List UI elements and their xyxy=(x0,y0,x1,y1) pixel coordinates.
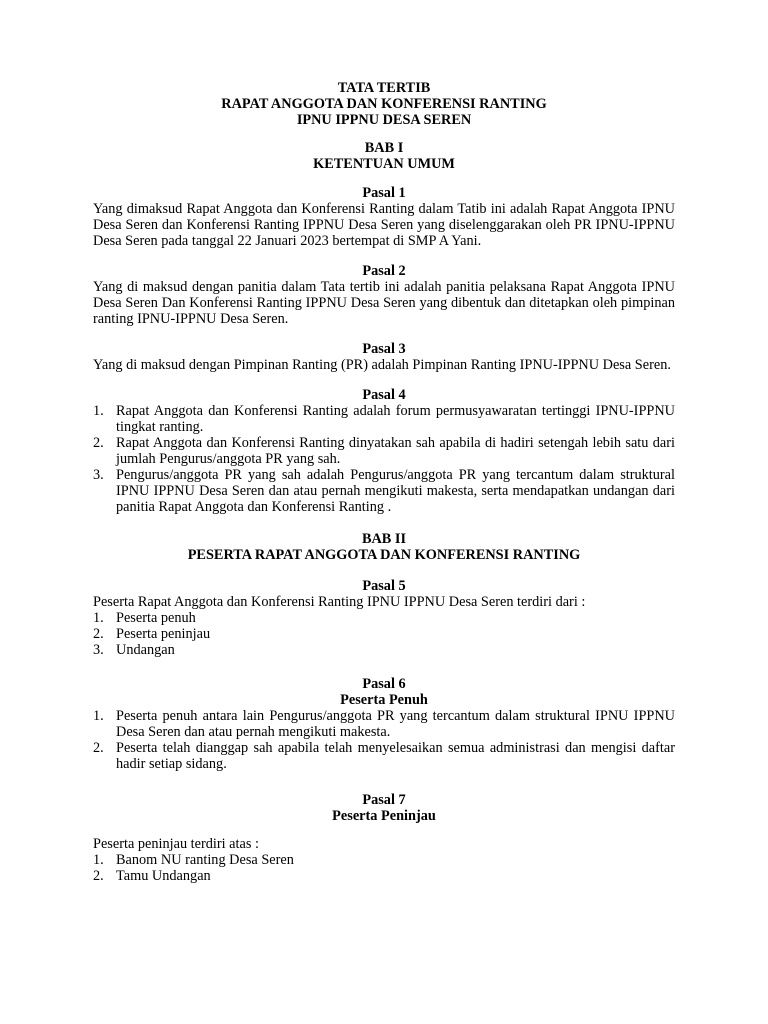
pasal4-heading: Pasal 4 xyxy=(362,387,406,403)
bab1-heading: BAB I xyxy=(364,140,404,156)
pasal2-text: Yang di maksud dengan panitia dalam Tata tertib ini adalah panitia pelaksana Rapat Anggota IPNU Desa Seren Dan Konferensi Ranting IPPNU Desa Seren yang dibentuk dan ditetapkan oleh pimpinan ranting IPNU-IPPNU Desa Seren. xyxy=(93,279,675,327)
bab2-heading: BAB II xyxy=(361,531,407,547)
pasal6-heading: Pasal 6 xyxy=(362,676,406,692)
list-number: 2. xyxy=(93,740,104,756)
list-number: 2. xyxy=(93,626,104,642)
list-item-text: Banom NU ranting Desa Seren xyxy=(116,852,294,868)
list-item-text: Pengurus/anggota PR yang sah adalah Pengurus/anggota PR yang tercantum dalam struktural IPNU IPPNU Desa Seren dan atau pernah mengikuti makesta, serta mendapatkan undangan dari panitia Rapat Anggota dan Konferensi Ranting . xyxy=(116,467,675,515)
pasal7-heading: Pasal 7 xyxy=(362,792,406,808)
pasal6-list xyxy=(93,708,675,772)
list-item xyxy=(93,642,675,658)
pasal7-intro: Peserta peninjau terdiri atas : xyxy=(93,836,259,852)
list-item xyxy=(93,740,675,772)
pasal3-heading: Pasal 3 xyxy=(362,341,406,357)
pasal5-heading: Pasal 5 xyxy=(362,578,406,594)
list-item-text: Peserta telah dianggap sah apabila telah menyelesaikan semua administrasi dan mengisi daftar hadir setiap sidang. xyxy=(116,740,675,772)
list-item xyxy=(93,467,675,515)
pasal3-text: Yang di maksud dengan Pimpinan Ranting (PR) adalah Pimpinan Ranting IPNU-IPPNU Desa Seren. xyxy=(93,357,671,373)
list-item-text: Peserta peninjau xyxy=(116,626,211,642)
pasal2-heading: Pasal 2 xyxy=(362,263,406,279)
list-number: 1. xyxy=(93,708,104,724)
list-number: 2. xyxy=(93,435,104,451)
pasal5-intro: Peserta Rapat Anggota dan Konferensi Ranting IPNU IPPNU Desa Seren terdiri dari : xyxy=(93,594,586,610)
list-item xyxy=(93,852,675,868)
list-item-text: Tamu Undangan xyxy=(116,868,211,884)
pasal7-subheading: Peserta Peninjau xyxy=(332,808,436,824)
title-line-2: RAPAT ANGGOTA DAN KONFERENSI RANTING xyxy=(221,96,547,112)
list-number: 1. xyxy=(93,403,104,419)
document-title xyxy=(93,80,675,128)
list-item xyxy=(93,708,675,740)
bab1-subheading: KETENTUAN UMUM xyxy=(313,156,455,172)
list-item xyxy=(93,610,675,626)
list-item xyxy=(93,435,675,467)
list-item-text: Rapat Anggota dan Konferensi Ranting adalah forum permusyawaratan tertinggi IPNU-IPPNU tingkat ranting. xyxy=(116,403,675,435)
list-number: 1. xyxy=(93,852,104,868)
list-item xyxy=(93,626,675,642)
list-number: 3. xyxy=(93,467,104,483)
bab2-subheading: PESERTA RAPAT ANGGOTA DAN KONFERENSI RANTING xyxy=(187,547,581,563)
list-number: 2. xyxy=(93,868,104,884)
list-item xyxy=(93,868,675,884)
list-item-text: Undangan xyxy=(116,642,175,658)
list-number: 1. xyxy=(93,610,104,626)
pasal5-list xyxy=(93,610,675,658)
pasal6-subheading: Peserta Penuh xyxy=(340,692,428,708)
pasal7-list xyxy=(93,852,675,884)
pasal4-list xyxy=(93,403,675,515)
list-item-text: Peserta penuh antara lain Pengurus/anggota PR yang tercantum dalam struktural IPNU IPPNU Desa Seren dan atau pernah mengikuti makesta. xyxy=(116,708,675,740)
list-number: 3. xyxy=(93,642,104,658)
pasal1-text: Yang dimaksud Rapat Anggota dan Konferensi Ranting dalam Tatib ini adalah Rapat Anggota IPNU Desa Seren dan Konferensi Ranting IPPNU Desa Seren yang diselenggarakan oleh PR IPNU-IPPNU Desa Seren pada tanggal 22 Januari 2023 bertempat di SMP A Yani. xyxy=(93,201,675,249)
title-line-1: TATA TERTIB xyxy=(337,80,431,96)
list-item-text: Peserta penuh xyxy=(116,610,196,626)
list-item xyxy=(93,403,675,435)
list-item-text: Rapat Anggota dan Konferensi Ranting dinyatakan sah apabila di hadiri setengah lebih satu dari jumlah Pengurus/anggota PR yang sah. xyxy=(116,435,675,467)
pasal1-heading: Pasal 1 xyxy=(362,185,406,201)
document-body xyxy=(93,140,675,884)
title-line-3: IPNU IPPNU DESA SEREN xyxy=(296,112,472,128)
